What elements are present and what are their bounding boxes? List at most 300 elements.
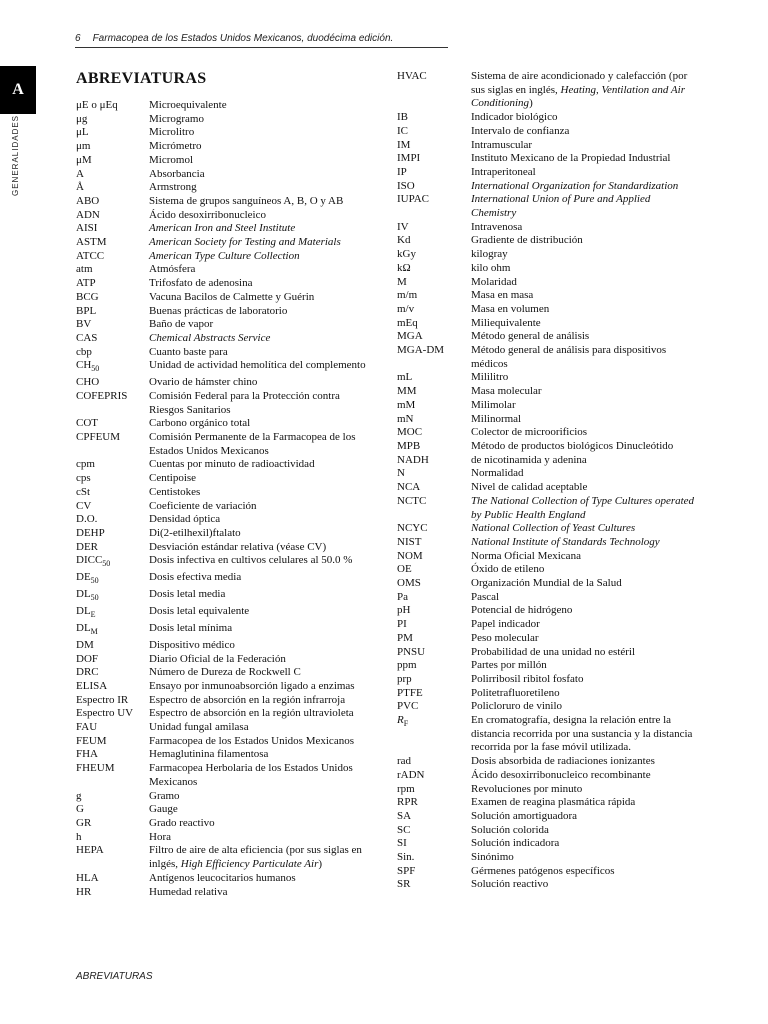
abbreviation-text: DER xyxy=(76,540,98,553)
abbreviation-text: prp xyxy=(397,672,412,685)
abbreviation-row xyxy=(397,810,697,824)
definition xyxy=(471,700,697,714)
definition xyxy=(471,276,697,290)
abbreviation-text: Espectro IR xyxy=(76,693,129,706)
abbreviation-row xyxy=(397,769,697,783)
definition xyxy=(471,317,697,331)
abbreviation-row xyxy=(397,317,697,331)
abbreviation-row xyxy=(76,222,376,236)
abbreviation-text: CV xyxy=(76,499,92,512)
abbreviation xyxy=(76,222,149,236)
definition xyxy=(471,125,697,139)
abbreviation-row xyxy=(76,359,376,376)
abbreviation-row xyxy=(76,831,376,845)
abbreviation-row xyxy=(397,755,697,769)
definition xyxy=(471,522,697,536)
definition-text: Método general de análisis para dispositivos médicos xyxy=(471,344,667,370)
definition-text: Polirribosil ribitol fosfato xyxy=(471,672,584,685)
abbreviation-text: DRC xyxy=(76,666,99,679)
abbreviation xyxy=(397,248,471,262)
definition xyxy=(149,390,376,417)
definition-text: Número de Dureza de Rockwell C xyxy=(149,666,301,679)
abbreviation-row xyxy=(76,209,376,223)
definition-text: Humedad relativa xyxy=(149,885,228,898)
abbreviation-row xyxy=(397,344,697,371)
abbreviation-row xyxy=(76,195,376,209)
definition-text: Hora xyxy=(149,830,171,843)
definition-text: Policloruro de vinilo xyxy=(471,700,563,713)
abbreviation xyxy=(76,554,149,571)
abbreviation xyxy=(397,659,471,673)
abbreviation-row xyxy=(76,346,376,360)
definition-text: Centistokes xyxy=(149,485,201,498)
running-title: Farmacopea de los Estados Unidos Mexicanos, duodécima edición. xyxy=(92,33,394,44)
abbreviation-row xyxy=(397,536,697,550)
abbreviation xyxy=(76,817,149,831)
definition-text: Microlitro xyxy=(149,126,195,139)
definition-text: Solución indicadora xyxy=(471,837,560,850)
definition-text: Dosis letal mínima xyxy=(149,621,233,634)
abbreviation-text: Kd xyxy=(397,234,411,247)
abbreviation-row xyxy=(76,486,376,500)
definition xyxy=(149,113,376,127)
abbreviation-row xyxy=(397,289,697,303)
abbreviation xyxy=(397,193,471,220)
abbreviation xyxy=(76,417,149,431)
abbreviation-text: NCTC xyxy=(397,494,427,507)
definition xyxy=(471,70,697,111)
abbreviation xyxy=(397,330,471,344)
abbreviation xyxy=(76,762,149,789)
definition xyxy=(471,330,697,344)
abbreviation-row xyxy=(397,399,697,413)
definition xyxy=(149,666,376,680)
abbreviation-text: μm xyxy=(76,140,91,153)
abbreviation-text: FAU xyxy=(76,721,98,734)
definition xyxy=(471,659,697,673)
abbreviation xyxy=(397,385,471,399)
abbreviation-text: HEPA xyxy=(76,844,104,857)
definition-text: Revoluciones por minuto xyxy=(471,782,583,795)
abbreviation xyxy=(397,632,471,646)
definition-text: Unidad fungal amilasa xyxy=(149,721,249,734)
abbreviation-text: FHEUM xyxy=(76,762,115,775)
definition-text: Dosis infectiva en cultivos celulares al 50.0 % xyxy=(149,554,353,567)
abbreviation-text: kΩ xyxy=(397,261,411,274)
abbreviation-text: IUPAC xyxy=(397,193,429,206)
abbreviation xyxy=(76,305,149,319)
abbreviation-row xyxy=(397,687,697,701)
abbreviation-row xyxy=(76,872,376,886)
abbreviation-row xyxy=(397,70,697,111)
definition-text: National Collection of Yeast Cultures xyxy=(471,522,636,535)
definition xyxy=(149,154,376,168)
abbreviation xyxy=(76,639,149,653)
abbreviation xyxy=(397,426,471,440)
abbreviation-text: DM xyxy=(76,638,94,651)
abbreviation-text: GR xyxy=(76,816,92,829)
abbreviation-row xyxy=(76,154,376,168)
abbreviation-text: NADH xyxy=(397,453,429,466)
abbreviation-row xyxy=(397,426,697,440)
abbreviation-text: COFEPRIS xyxy=(76,389,128,402)
abbreviation-row xyxy=(397,700,697,714)
abbreviation-subscript: 50 xyxy=(102,559,111,569)
definition xyxy=(149,571,376,588)
abbreviation-row xyxy=(397,851,697,865)
abbreviation-text: IV xyxy=(397,220,409,233)
definition-text: Espectro de absorción en la región infrarroja xyxy=(149,693,346,706)
abbreviation-subscript: 50 xyxy=(91,364,100,374)
abbreviation-text: DL xyxy=(76,605,91,618)
definition-text: de nicotinamida y adenina xyxy=(471,453,587,466)
abbreviation-row xyxy=(397,550,697,564)
abbreviation-row xyxy=(397,467,697,481)
definition xyxy=(149,527,376,541)
abbreviation-text: IC xyxy=(397,124,408,137)
definition-text: Centipoise xyxy=(149,472,197,485)
definition xyxy=(471,837,697,851)
abbreviation-text: atm xyxy=(76,263,93,276)
abbreviation-row xyxy=(397,221,697,235)
abbreviation xyxy=(397,550,471,564)
abbreviation-text: μL xyxy=(76,126,89,139)
definition-text: Espectro de absorción en la región ultravioleta xyxy=(149,707,354,720)
abbreviation-text: BPL xyxy=(76,304,97,317)
abbreviation xyxy=(397,399,471,413)
abbreviation xyxy=(76,209,149,223)
abbreviation-row xyxy=(76,666,376,680)
abbreviation-text: Å xyxy=(76,181,84,194)
abbreviation-row xyxy=(76,554,376,571)
abbreviation-text: DEHP xyxy=(76,526,105,539)
abbreviation-row xyxy=(76,541,376,555)
definition xyxy=(149,140,376,154)
abbreviation-row xyxy=(76,113,376,127)
definition xyxy=(149,605,376,622)
abbreviation-text: HVAC xyxy=(397,70,427,82)
definition-text: Método de productos biológicos Dinucleótido xyxy=(471,439,674,452)
definition xyxy=(149,817,376,831)
definition xyxy=(149,622,376,639)
abbreviation xyxy=(76,472,149,486)
abbreviation-row xyxy=(397,111,697,125)
abbreviation xyxy=(76,346,149,360)
abbreviation-text: h xyxy=(76,830,82,843)
abbreviation xyxy=(397,262,471,276)
abbreviation-row xyxy=(76,762,376,789)
abbreviation xyxy=(397,139,471,153)
definition-text: Indicador biológico xyxy=(471,111,558,124)
abbreviation xyxy=(76,126,149,140)
abbreviation-row xyxy=(76,680,376,694)
side-label: GENERALIDADES xyxy=(11,114,20,196)
definition xyxy=(471,878,697,892)
definition xyxy=(471,180,697,194)
abbreviation xyxy=(76,721,149,735)
definition-text: Solución reactivo xyxy=(471,878,549,891)
abbreviation-row xyxy=(76,653,376,667)
abbreviation-subscript: E xyxy=(90,610,96,620)
definition-text: Cuentas por minuto de radioactividad xyxy=(149,458,315,471)
abbreviation-row xyxy=(397,522,697,536)
abbreviation-text: mEq xyxy=(397,316,418,329)
abbreviation xyxy=(76,181,149,195)
abbreviation xyxy=(397,810,471,824)
definition-text: Ácido desoxirribonucleico recombinante xyxy=(471,768,651,781)
abbreviation-text: PTFE xyxy=(397,686,423,699)
abbreviation xyxy=(76,666,149,680)
definition xyxy=(149,209,376,223)
definition-italic-text: High Efficiency Particulate Air xyxy=(180,858,319,871)
definition xyxy=(471,111,697,125)
abbreviation-row xyxy=(76,126,376,140)
abbreviation-row xyxy=(397,714,697,755)
definition xyxy=(471,440,697,454)
definition xyxy=(471,604,697,618)
definition-text: Papel indicador xyxy=(471,618,540,631)
definition xyxy=(149,748,376,762)
definition-text: Norma Oficial Mexicana xyxy=(471,549,581,562)
definition-text: Método general de análisis xyxy=(471,330,590,343)
abbreviation-text: IP xyxy=(397,165,407,178)
abbreviation-text: DL xyxy=(76,588,91,601)
definition-text: Gauge xyxy=(149,803,178,816)
definition xyxy=(471,769,697,783)
abbreviation xyxy=(76,236,149,250)
abbreviation-text: ADN xyxy=(76,208,100,221)
definition xyxy=(149,431,376,458)
abbreviation-row xyxy=(397,646,697,660)
section-tab xyxy=(0,66,36,114)
definition-text: Gradiente de distribución xyxy=(471,234,583,247)
abbreviation-column-left xyxy=(76,99,376,899)
definition xyxy=(471,166,697,180)
abbreviation-text: DOF xyxy=(76,652,99,665)
abbreviation-row xyxy=(76,790,376,804)
definition xyxy=(471,413,697,427)
abbreviation xyxy=(397,344,471,371)
abbreviation-text: m/v xyxy=(397,302,415,315)
abbreviation-text: g xyxy=(76,789,82,802)
definition-text: Diario Oficial de la Federación xyxy=(149,652,286,665)
abbreviation xyxy=(76,376,149,390)
definition xyxy=(471,495,697,522)
definition xyxy=(471,577,697,591)
definition xyxy=(149,707,376,721)
section-tab-letter: A xyxy=(12,81,24,98)
abbreviation-text: NIST xyxy=(397,535,422,548)
abbreviation xyxy=(397,152,471,166)
abbreviation xyxy=(76,541,149,555)
definition xyxy=(149,359,376,376)
abbreviation-text: Pa xyxy=(397,590,408,603)
abbreviation-text: cpm xyxy=(76,458,95,471)
abbreviation-text: m/m xyxy=(397,289,418,302)
definition xyxy=(149,735,376,749)
definition xyxy=(471,481,697,495)
abbreviation-text: RPR xyxy=(397,796,418,809)
abbreviation-text: DICC xyxy=(76,554,103,567)
abbreviation-text: BV xyxy=(76,318,92,331)
definition-text: Milimolar xyxy=(471,398,516,411)
definition xyxy=(471,467,697,481)
definition-text: Intravenosa xyxy=(471,220,523,233)
abbreviation xyxy=(397,234,471,248)
abbreviation-row xyxy=(76,291,376,305)
abbreviation xyxy=(397,673,471,687)
abbreviation xyxy=(397,467,471,481)
abbreviation xyxy=(76,831,149,845)
abbreviation-text: CHO xyxy=(76,376,100,389)
definition xyxy=(149,486,376,500)
abbreviation-text: CPFEUM xyxy=(76,431,121,444)
abbreviation-row xyxy=(76,140,376,154)
definition-text: Masa en volumen xyxy=(471,302,550,315)
abbreviation-subscript: 50 xyxy=(90,576,99,586)
definition-text: Antígenos leucocitarios humanos xyxy=(149,871,296,884)
definition xyxy=(471,139,697,153)
abbreviation-row xyxy=(397,481,697,495)
definition xyxy=(149,831,376,845)
abbreviation-row xyxy=(76,817,376,831)
definition-text: Coeficiente de variación xyxy=(149,499,257,512)
abbreviation xyxy=(76,195,149,209)
abbreviation-row xyxy=(397,591,697,605)
definition-text: Dosis letal media xyxy=(149,588,226,601)
abbreviation-row xyxy=(76,472,376,486)
abbreviation-row xyxy=(76,571,376,588)
definition xyxy=(149,472,376,486)
definition-trailing-text: ) xyxy=(318,858,323,871)
abbreviation xyxy=(76,154,149,168)
abbreviation xyxy=(397,604,471,618)
abbreviation-text: OE xyxy=(397,563,412,576)
abbreviation-row xyxy=(397,303,697,317)
abbreviation-text: ATP xyxy=(76,277,96,290)
abbreviation xyxy=(76,277,149,291)
abbreviation-text: BCG xyxy=(76,290,99,303)
abbreviation-row xyxy=(76,622,376,639)
abbreviation xyxy=(76,844,149,871)
definition-text: Partes por millón xyxy=(471,659,547,672)
abbreviation-row xyxy=(397,413,697,427)
abbreviation-row xyxy=(76,527,376,541)
definition-text: Sistema de aire acondicionado y calefacción (por sus siglas en inglés, xyxy=(471,70,688,96)
abbreviation xyxy=(76,113,149,127)
abbreviation xyxy=(76,390,149,417)
abbreviation-row xyxy=(76,318,376,332)
page-number: 6 xyxy=(75,33,81,44)
abbreviation-text: mL xyxy=(397,371,413,384)
definition xyxy=(471,618,697,632)
abbreviation xyxy=(397,111,471,125)
abbreviation-text: HR xyxy=(76,885,92,898)
definition-text: American Type Culture Collection xyxy=(149,249,300,262)
abbreviation-text: R xyxy=(397,714,404,727)
abbreviation-row xyxy=(76,886,376,900)
abbreviation-row xyxy=(76,803,376,817)
abbreviation-row xyxy=(397,166,697,180)
abbreviation-row xyxy=(397,878,697,892)
abbreviation xyxy=(397,591,471,605)
definition xyxy=(471,550,697,564)
abbreviation-row xyxy=(76,844,376,871)
definition-text: Ovario de hámster chino xyxy=(149,376,258,389)
abbreviation-row xyxy=(397,563,697,577)
definition-text: Masa en masa xyxy=(471,289,534,302)
definition xyxy=(149,500,376,514)
definition xyxy=(149,318,376,332)
abbreviation xyxy=(76,458,149,472)
abbreviation xyxy=(76,431,149,458)
definition-text: Molaridad xyxy=(471,275,517,288)
abbreviation-text: COT xyxy=(76,417,98,430)
abbreviation-row xyxy=(397,454,697,468)
abbreviation xyxy=(76,886,149,900)
definition-text: Óxido de etileno xyxy=(471,563,545,576)
abbreviation xyxy=(76,748,149,762)
abbreviation xyxy=(397,413,471,427)
definition-text: Normalidad xyxy=(471,467,524,480)
abbreviation-subscript: F xyxy=(403,719,409,729)
definition-text: Micromol xyxy=(149,153,193,166)
abbreviation-text: rpm xyxy=(397,782,415,795)
abbreviation-subscript: 50 xyxy=(90,593,99,603)
abbreviation-text: Sin. xyxy=(397,851,415,864)
abbreviation-row xyxy=(397,125,697,139)
definition xyxy=(149,126,376,140)
definition xyxy=(471,755,697,769)
definition xyxy=(149,417,376,431)
abbreviation-row xyxy=(76,588,376,605)
definition xyxy=(471,289,697,303)
abbreviation xyxy=(397,783,471,797)
abbreviation xyxy=(397,577,471,591)
abbreviation-text: rad xyxy=(397,755,412,768)
abbreviation xyxy=(397,495,471,522)
definition-text: En cromatografía, designa la relación entre la distancia recorrida por una sustancia y la distancia recorrida por la fase móvil utilizada. xyxy=(471,714,693,754)
definition xyxy=(149,721,376,735)
abbreviation xyxy=(76,694,149,708)
abbreviation-text: ABO xyxy=(76,194,100,207)
definition xyxy=(149,762,376,789)
abbreviation xyxy=(76,803,149,817)
definition xyxy=(471,303,697,317)
abbreviation-row xyxy=(76,376,376,390)
definition xyxy=(471,248,697,262)
definition xyxy=(149,181,376,195)
definition-text: Cuanto baste para xyxy=(149,345,228,358)
abbreviation-row xyxy=(397,632,697,646)
definition xyxy=(471,632,697,646)
definition-text: Organización Mundial de la Salud xyxy=(471,577,622,590)
definition xyxy=(471,262,697,276)
abbreviation xyxy=(76,291,149,305)
abbreviation-text: CH xyxy=(76,359,92,372)
definition-text: Comisión Permanente de la Farmacopea de los Estados Unidos Mexicanos xyxy=(149,431,356,457)
abbreviation xyxy=(76,140,149,154)
definition xyxy=(471,399,697,413)
abbreviation-text: MM xyxy=(397,385,417,398)
definition xyxy=(149,844,376,871)
definition-text: Buenas prácticas de laboratorio xyxy=(149,304,288,317)
definition-text: Intraperitoneal xyxy=(471,165,536,178)
abbreviation-row xyxy=(397,180,697,194)
abbreviation-row xyxy=(76,513,376,527)
definition-text: Desviación estándar relativa (véase CV) xyxy=(149,540,327,553)
abbreviation xyxy=(397,796,471,810)
